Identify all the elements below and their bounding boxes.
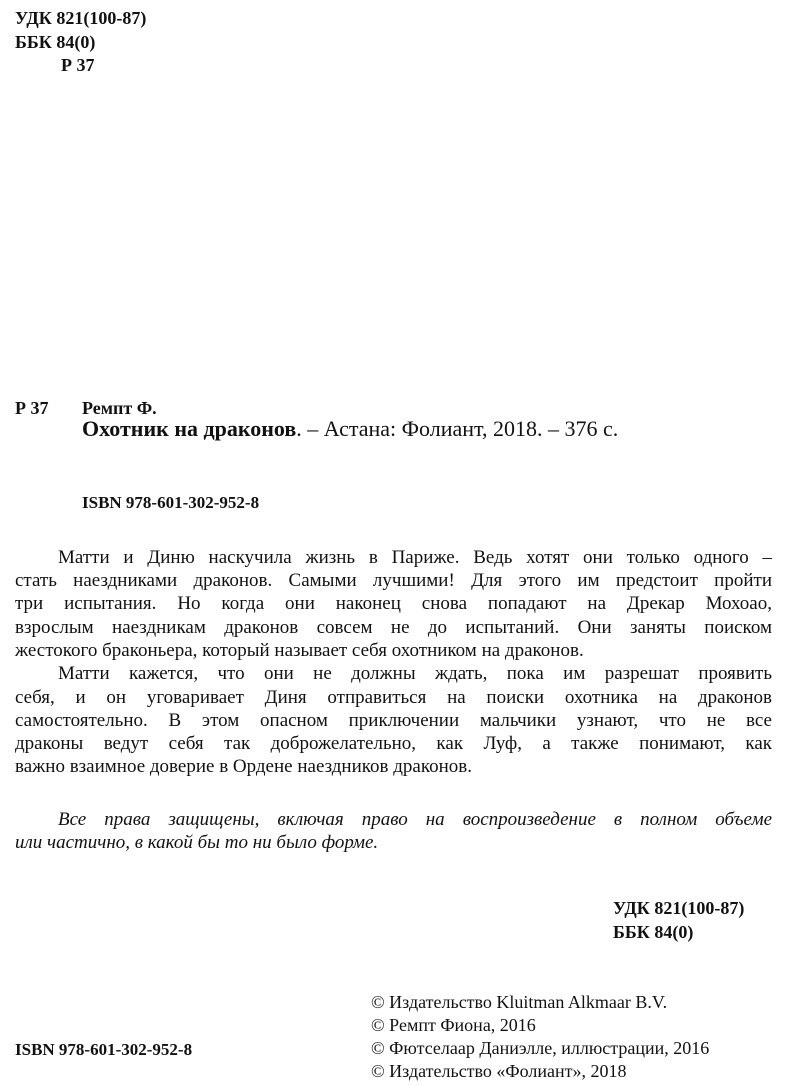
annotation-line: драконы ведут себя так доброжелательно, как Луф, а также понимают, как [15,733,772,754]
annotation-line: себя, и он уговаривает Диня отправиться на поиски охотника на драконов [15,687,772,708]
entry-author: Ремпт Ф. [82,398,157,418]
entry-imprint: . – Астана: Фолиант, 2018. – 376 с. [296,416,619,441]
udk-bottom: УДК 821(100-87) [613,898,745,918]
annotation-line: важно взаимное доверие в Ордене наездников драконов. [15,756,473,777]
annotation-line: самостоятельно. В этом опасном приключении мальчики узнают, что не все [15,710,772,731]
isbn-top: ISBN 978-601-302-952-8 [82,493,260,512]
annotation-line: жестокого браконьера, который называет себя охотником на драконов. [15,640,584,661]
rights-line-1: Все права защищены, включая право на воспроизведение в полном объеме [58,809,772,830]
annotation-line: три испытания. Но когда они наконец снова попадают на Дрекар Мохоао, [15,593,772,614]
annotation-line: Матти и Диню наскучила жизнь в Париже. Ведь хотят они только одного – [58,547,772,568]
cutter-top: Р 37 [61,55,95,75]
entry-cutter: Р 37 [15,398,49,418]
annotation-line: взрослым наездникам драконов совсем не до испытаний. Они заняты поиском [15,617,772,638]
copyright-line: © Издательство «Фолиант», 2018 [371,1061,627,1081]
copyright-line: © Фютселаар Даниэлле, иллюстрации, 2016 [371,1038,710,1058]
entry-title: Охотник на драконов [82,416,297,441]
rights-line-2: или частично, в какой бы то ни было форме. [15,832,379,853]
isbn-bottom: ISBN 978-601-302-952-8 [15,1040,193,1059]
bbk-top: ББК 84(0) [15,32,96,52]
udk-top: УДК 821(100-87) [15,8,147,28]
bbk-bottom: ББК 84(0) [613,922,694,942]
entry-title-line [82,416,618,442]
copyright-line: © Издательство Kluitman Alkmaar B.V. [371,992,668,1012]
annotation-line: Матти кажется, что они не должны ждать, пока им разрешат проявить [58,663,772,684]
copyright-line: © Ремпт Фиона, 2016 [371,1015,536,1035]
annotation-line: стать наездниками драконов. Самыми лучшими! Для этого им предстоит пройти [15,570,772,591]
